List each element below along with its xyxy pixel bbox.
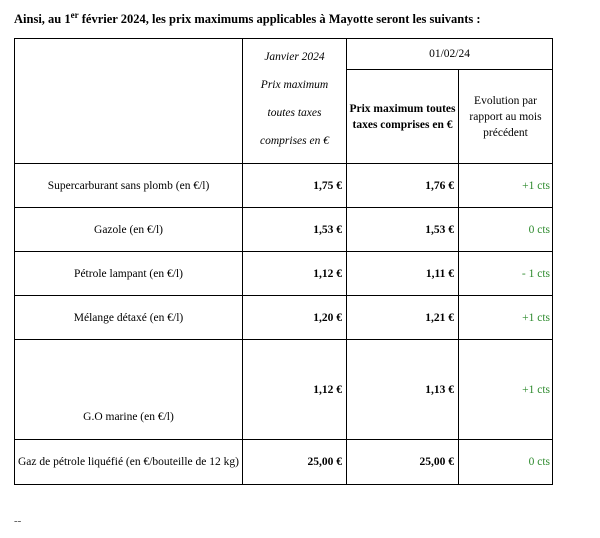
row-january-price: 1,12 €	[243, 252, 347, 296]
row-january-price: 1,53 €	[243, 208, 347, 252]
header-evo-line1: Evolution par	[474, 94, 537, 107]
row-february-price: 1,76 €	[347, 164, 459, 208]
row-label: Gaz de pétrole liquéfié (en €/bouteille de 12 kg)	[15, 440, 243, 485]
row-label: Pétrole lampant (en €/l)	[15, 252, 243, 296]
table-row	[15, 440, 553, 485]
table-row	[15, 296, 553, 340]
header-max-line1: Prix maximum toutes	[349, 102, 456, 115]
intro-suffix: février 2024, les prix maximums applicables à Mayotte seront les suivants :	[78, 12, 481, 26]
table-row	[15, 208, 553, 252]
header-date: 01/02/24	[347, 39, 553, 70]
row-february-price: 1,53 €	[347, 208, 459, 252]
row-january-price: 1,12 €	[243, 340, 347, 440]
row-february-price: 1,21 €	[347, 296, 459, 340]
header-max-line2: taxes comprises en €	[352, 118, 453, 131]
header-row-1	[15, 39, 553, 70]
row-evolution: +1 cts	[459, 164, 553, 208]
table-row	[15, 164, 553, 208]
row-february-price: 25,00 €	[347, 440, 459, 485]
row-label: Supercarburant sans plomb (en €/l)	[15, 164, 243, 208]
row-january-price: 1,20 €	[243, 296, 347, 340]
header-evo-line3: précédent	[483, 126, 528, 139]
header-evo-line2: rapport au mois	[469, 110, 542, 123]
row-evolution: 0 cts	[459, 440, 553, 485]
row-evolution: - 1 cts	[459, 252, 553, 296]
header-max-price	[347, 70, 459, 164]
header-jan-line4: comprises en €	[260, 135, 329, 147]
intro-sup: er	[70, 10, 79, 20]
header-jan-line1: Janvier 2024	[264, 51, 325, 63]
intro-prefix: Ainsi, au 1	[14, 12, 71, 26]
row-evolution: 0 cts	[459, 208, 553, 252]
table-row	[15, 252, 553, 296]
price-table	[14, 38, 553, 485]
header-jan-line2: Prix maximum	[260, 79, 329, 91]
row-evolution: +1 cts	[459, 296, 553, 340]
footer-dash: --	[14, 515, 22, 527]
row-february-price: 1,11 €	[347, 252, 459, 296]
row-january-price: 1,75 €	[243, 164, 347, 208]
header-evolution	[459, 70, 553, 164]
row-evolution: +1 cts	[459, 340, 553, 440]
table-row	[15, 340, 553, 440]
row-january-price: 25,00 €	[243, 440, 347, 485]
row-label: Gazole (en €/l)	[15, 208, 243, 252]
row-label: Mélange détaxé (en €/l)	[15, 296, 243, 340]
row-label: G.O marine (en €/l)	[15, 340, 243, 440]
header-january	[243, 39, 347, 164]
intro-text	[14, 10, 481, 27]
row-february-price: 1,13 €	[347, 340, 459, 440]
header-empty-cell	[15, 39, 243, 164]
header-jan-line3: toutes taxes	[267, 107, 322, 119]
